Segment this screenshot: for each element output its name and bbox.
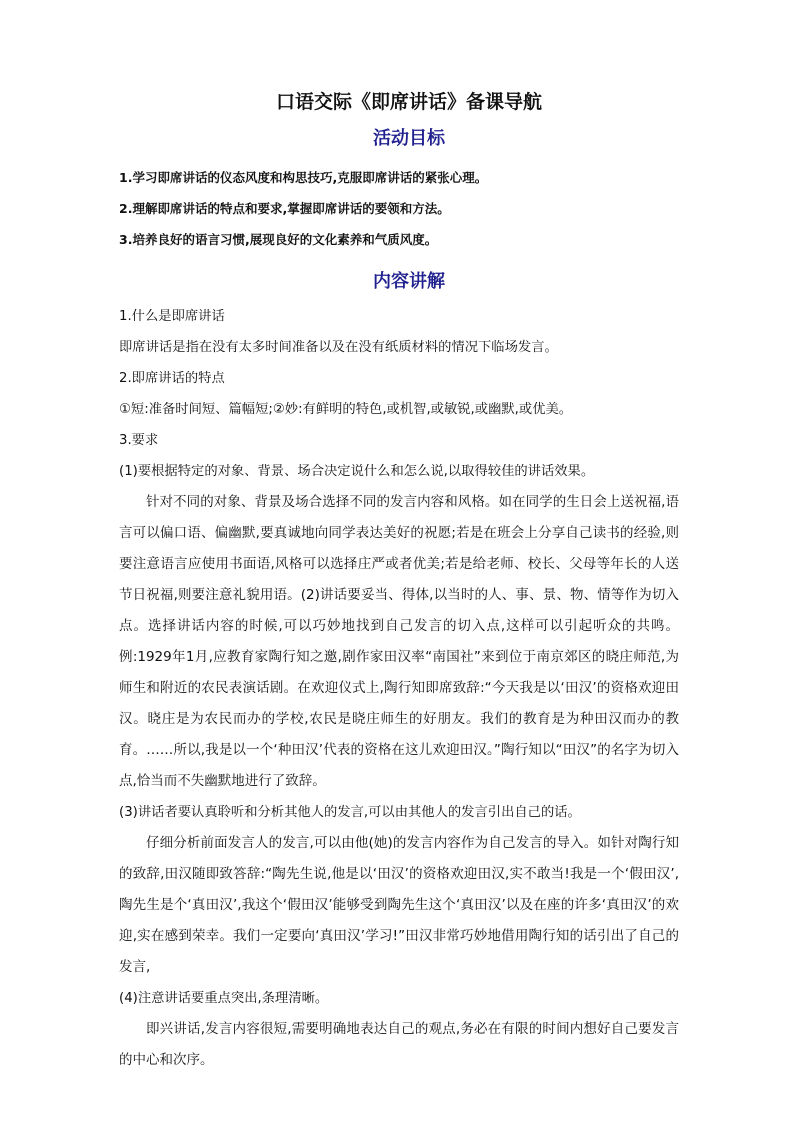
document-title: 口语交际《即席讲话》备课导航 (275, 91, 542, 113)
content-subheading: 2.即席讲话的特点 (119, 371, 225, 386)
body-paragraph: 针对不同的对象、背景及场合选择不同的发言内容和风格。如在同学的生日会上送祝福,语言可以偏口语、偏幽默,要真诚地向同学表达美好的祝愿;若是在班会上分享自己读书的经验,则要注意语言应使用书面语,风格可以选择庄严或者优美;若是给老师、校长、父母等年长的人送节日祝福,则要注意礼貌用语。(2)讲话要妥当、得体,以当时的人、事、景、物、情等作为切入点。选择讲话内容的时候,可以巧妙地找到自己发言的切入点,这样可以引起听众的共鸣。例:1929年1月,应教育家陶行知之邀,剧作家田汉率“南国社”来到位于南京郊区的晓庄师范,为师生和附近的农民表演话剧。在欢迎仪式上,陶行知即席致辞:“今天我是以‘田汉’的资格欢迎田汉。晓庄是为农民而办的学校,农民是晓庄师生的好朋友。我们的教育是为种田汉而办的教育。……所以,我是以一个‘种田汉’代表的资格在这儿欢迎田汉。”陶行知以“田汉”的名字为切入点,恰当而不失幽默地进行了致辞。 (119, 494, 679, 789)
goal-item: 1.学习即席讲话的仪态风度和构思技巧,克服即席讲话的紧张心理。 (119, 170, 488, 185)
goal-item: 2.理解即席讲话的特点和要求,掌握即席讲话的要领和方法。 (119, 201, 450, 216)
content-subheading: 1.什么是即席讲话 (119, 309, 225, 324)
goals-list (119, 162, 679, 255)
content-subheading: 3.要求 (119, 433, 159, 448)
body-paragraph: 即兴讲话,发言内容很短,需要明确地表达自己的观点,务必在有限的时间内想好自己要发言的中心和次序。 (119, 1021, 679, 1068)
content-line: ①短:准备时间短、篇幅短;②妙:有鲜明的特色,或机智,或敏锐,或幽默,或优美。 (119, 402, 573, 417)
content-line: 即席讲话是指在没有太多时间准备以及在没有纸质材料的情况下临场发言。 (119, 340, 558, 355)
body-paragraph: 仔细分析前面发言人的发言,可以由他(她)的发言内容作为自己发言的导入。如针对陶行知的致辞,田汉随即致答辞:“陶先生说,他是以‘田汉’的资格欢迎田汉,实不敢当!我是一个‘假田汉’,陶先生是个‘真田汉’,我这个‘假田汉’能够受到陶先生这个‘真田汉’以及在座的许多‘真田汉’的欢迎,实在感到荣幸。我们一定要向‘真田汉’学习!”田汉非常巧妙地借用陶行知的话引出了自己的发言, (119, 835, 679, 975)
content-line: (1)要根据特定的对象、背景、场合决定说什么和怎么说,以取得较佳的讲话效果。 (119, 464, 595, 479)
content-body (119, 301, 679, 1076)
content-heading: 内容讲解 (373, 271, 445, 292)
goals-heading: 活动目标 (373, 128, 445, 149)
goal-item: 3.培养良好的语言习惯,展现良好的文化素养和气质风度。 (119, 232, 438, 247)
document-page (119, 80, 679, 1076)
content-line: (3)讲话者要认真聆听和分析其他人的发言,可以由其他人的发言引出自己的话。 (119, 805, 581, 820)
content-line: (4)注意讲话要重点突出,条理清晰。 (119, 991, 329, 1006)
